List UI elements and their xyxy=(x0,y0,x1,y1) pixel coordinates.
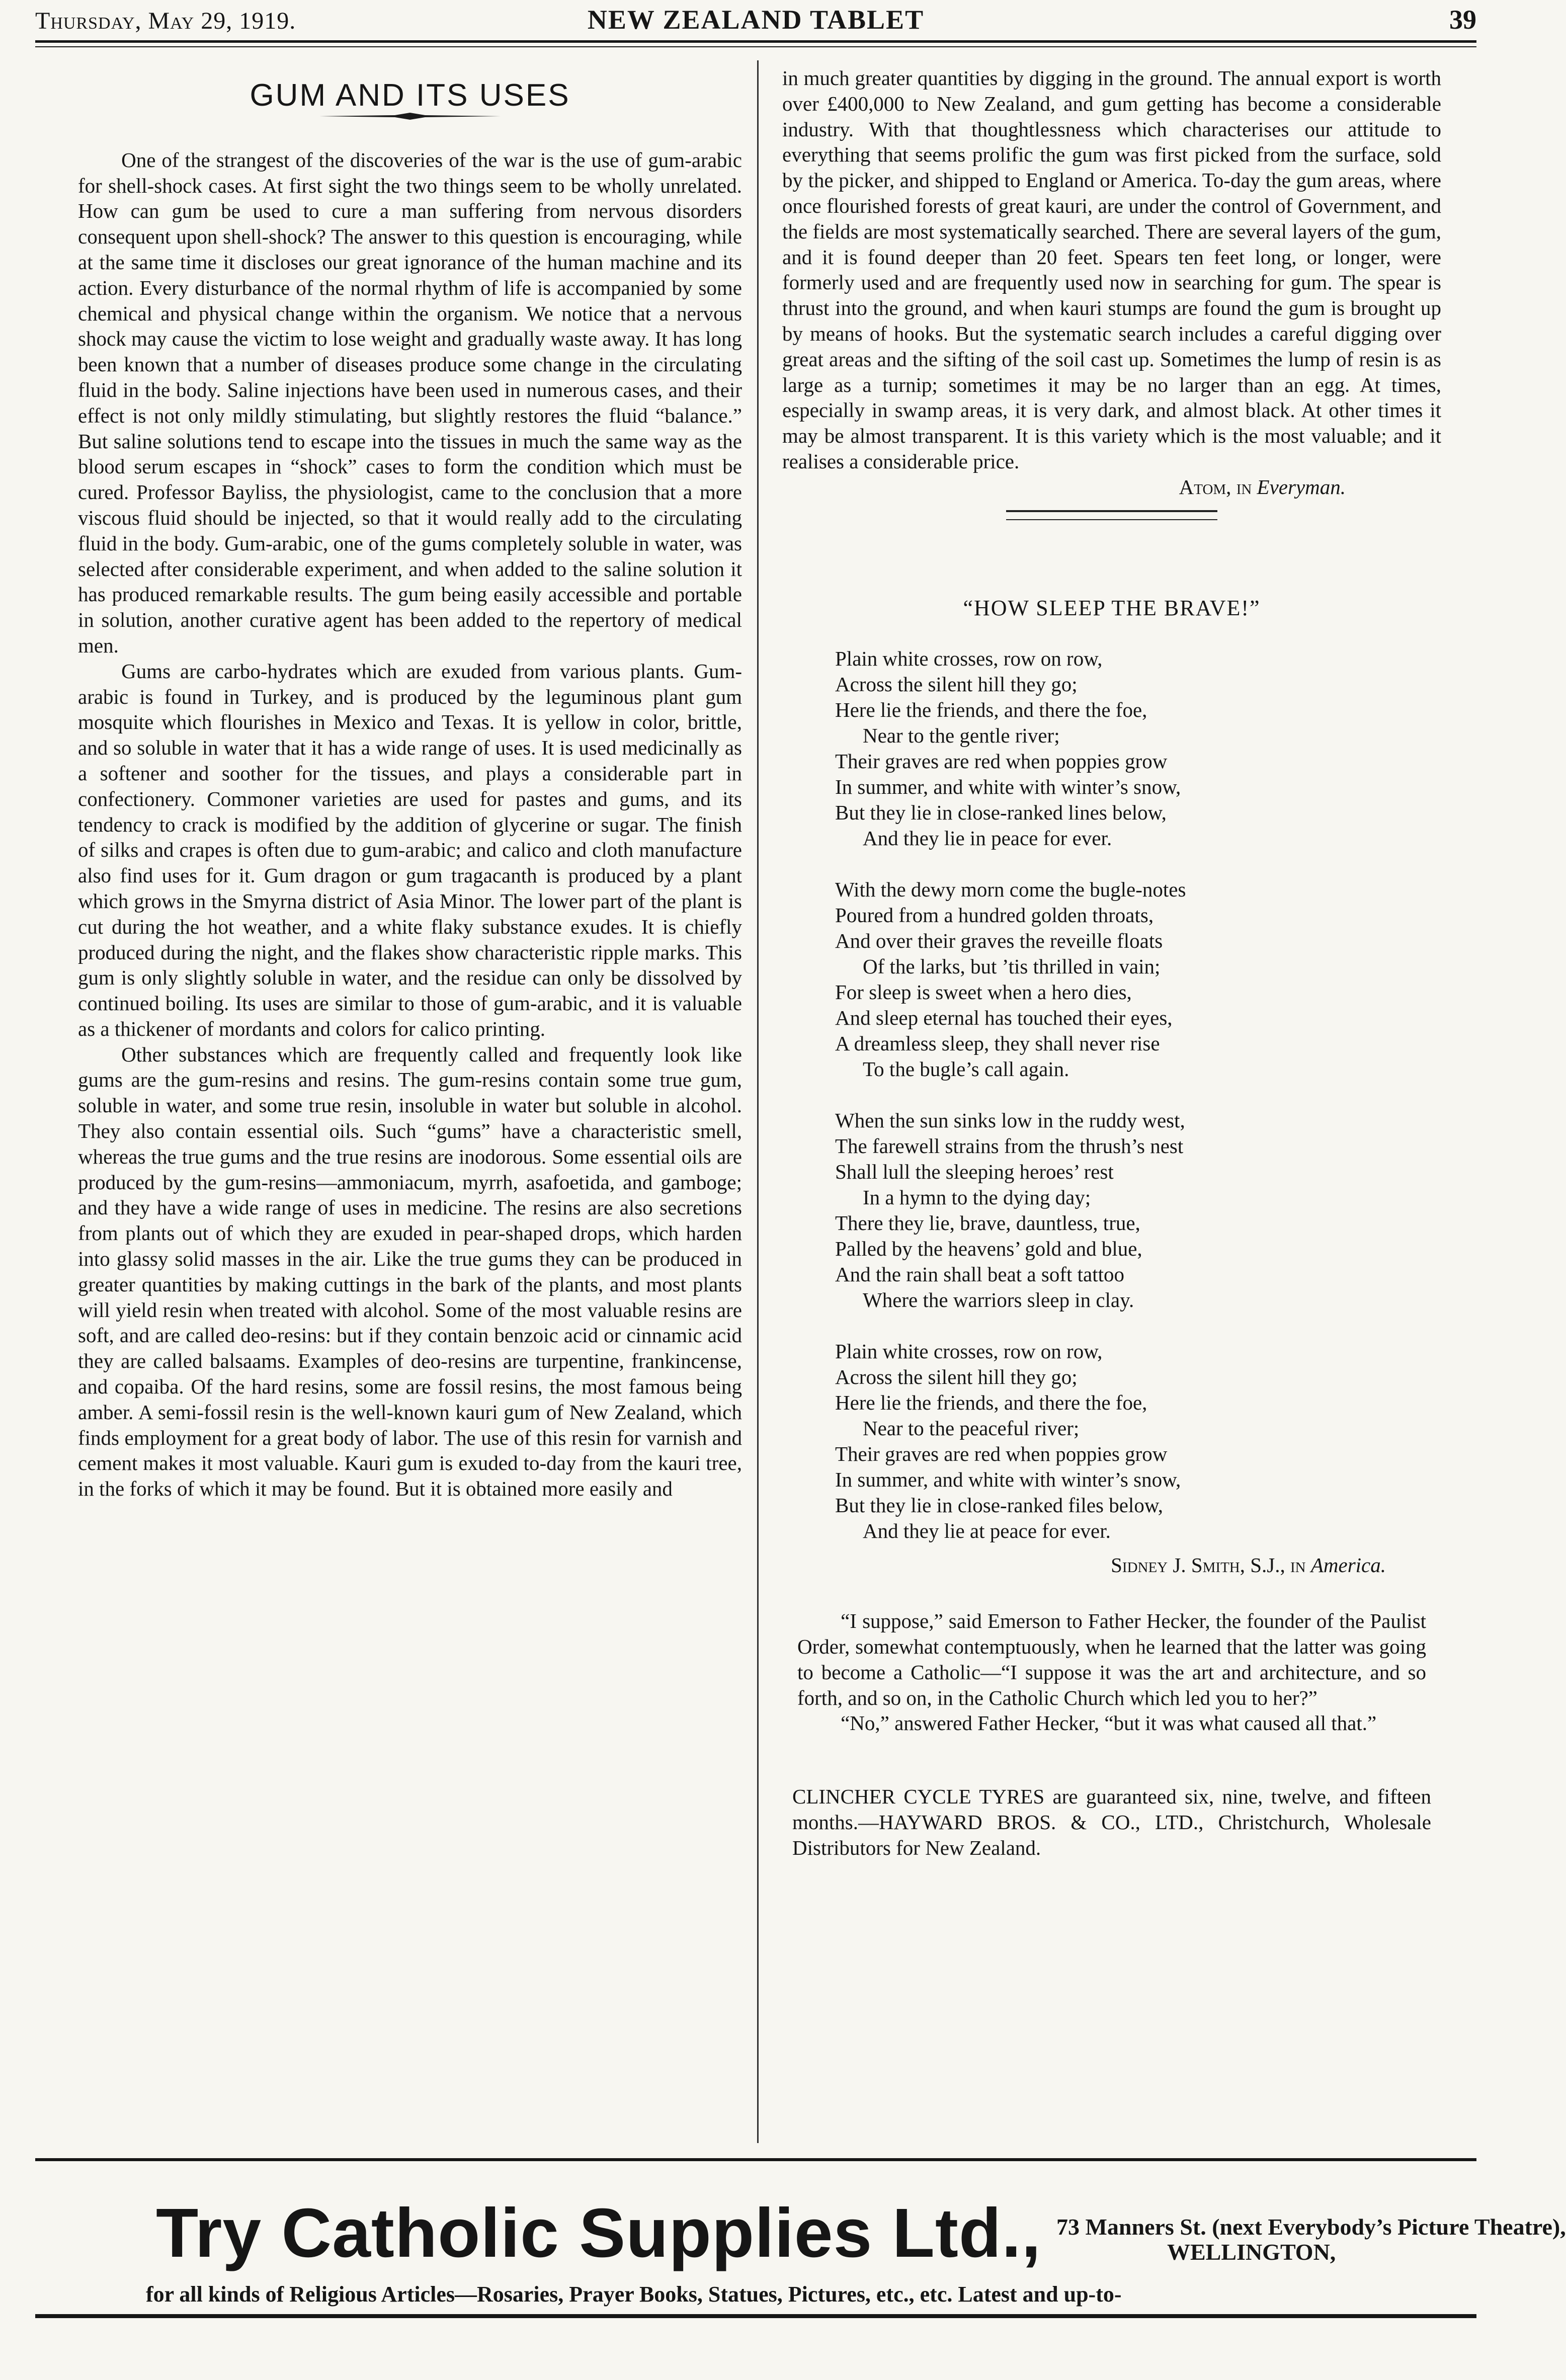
poem-line: With the dewy morn come the bugle-notes xyxy=(835,878,1186,901)
poem-line: There they lie, brave, dauntless, true, xyxy=(835,1211,1140,1235)
poem-line: And they lie at peace for ever. xyxy=(863,1519,1111,1543)
poem-credit-author: Sidney J. Smith, S.J., xyxy=(1111,1553,1285,1577)
poem-line: The farewell strains from the thrush’s nest xyxy=(835,1134,1184,1158)
poem-body xyxy=(782,646,1441,1544)
poem-credit-in: in xyxy=(1290,1553,1306,1577)
clincher-text: CLINCHER CYCLE TYRES are guaranteed six, nine, twelve, and fifteen months.—HAYWARD BROS. & CO., LTD., Christchurch, Wholesale Distributors for New Zealand. xyxy=(792,1785,1431,1859)
poem-line: Their graves are red when poppies grow xyxy=(835,750,1168,773)
catholic-supplies-advert xyxy=(35,2178,1566,2344)
poem-line: To the bugle’s call again. xyxy=(863,1057,1069,1081)
poem-line: Across the silent hill they go; xyxy=(835,673,1078,696)
poem-line: When the sun sinks low in the ruddy west, xyxy=(835,1109,1185,1132)
footer-rule-top xyxy=(35,2158,1476,2161)
poem-stanza xyxy=(835,1108,1441,1313)
poem-line: A dreamless sleep, they shall never rise xyxy=(835,1032,1160,1055)
column-divider xyxy=(757,60,759,2143)
article-continuation: in much greater quantities by digging in the ground. The annual export is worth over £400,000 to New Zealand, and gum getting has become a considerable industry. With that thoughtlessness which characterises our attitude to everything that seems prolific the gum was first picked from the surface, sold by the picker, and shipped to England or America. To-day the gum areas, where once flourished forests of great kauri, are under the control of Government, and the fields are most systematically searched. There are several layers of the gum, and it is found deeper than 20 feet. Spears ten feet long, or longer, were formerly used and are frequently used now in searching for gum. The spear is thrust into the ground, and when kauri stumps are found the gum is brought up by means of hooks. But the systematic search includes a careful digging over great areas and the sifting of the soil cast up. Sometimes the lump of resin is as large as a turnip; sometimes it may be no larger than an egg. At times, especially in swamp areas, it is very dark, and almost black. At other times it may be almost transparent. It is this variety which is the most valuable; and it realises a considerable price. xyxy=(782,66,1441,473)
byline-author: Atom, xyxy=(1179,475,1231,499)
advert-tagline: for all kinds of Religious Articles—Rosaries, Prayer Books, Statues, Pictures, etc., etc. Latest and up-to- xyxy=(146,2282,1122,2307)
section-rule xyxy=(1006,510,1217,520)
article-paragraph: Gums are carbo-hydrates which are exuded from various plants. Gum-arabic is found in Turkey, and is produced by the leguminous plant gum mosquite which flourishes in Mexico and Texas. It is yellow in color, brittle, and so soluble in water that it has a wide range of uses. It is used medicinally as a softener and soother for the tissues, and plays a considerable part in confectionery. Commoner varieties are used for pastes and gums, and its tendency to crack is modified by the addition of glycerine or sugar. The finish of silks and crapes is often due to gum-arabic; and calico and cloth manufacture also find uses for it. Gum dragon or gum tragacanth is produced by a plant which grows in the Smyrna district of Asia Minor. The lower part of the plant is cut during the hot weather, and a white flaky substance exudes. It is chiefly produced during the night, and the flakes show characteristic ripple marks. This gum is only slightly soluble in water, and the residue can only be dissolved by continued boiling. Its uses are similar to those of gum-arabic, and it is valuable as a thickener of mordants and colors for calico printing. xyxy=(78,659,742,1040)
poem-line: In a hymn to the dying day; xyxy=(863,1186,1091,1209)
issue-date: Thursday, May 29, 1919. xyxy=(35,8,296,34)
poem-line: Shall lull the sleeping heroes’ rest xyxy=(835,1160,1114,1184)
poem-stanza xyxy=(835,877,1441,1082)
masthead: NEW ZEALAND TABLET xyxy=(587,5,925,35)
poem-line: Of the larks, but ’tis thrilled in vain; xyxy=(863,955,1161,978)
page-header xyxy=(35,4,1476,35)
poem-line: And sleep eternal has touched their eyes, xyxy=(835,1006,1173,1030)
title-ornament xyxy=(319,113,501,120)
poem-title: “HOW SLEEP THE BRAVE!” xyxy=(963,595,1261,620)
header-rule-thin xyxy=(35,46,1476,47)
clincher-advert xyxy=(782,1784,1441,1860)
advert-headline: Try Catholic Supplies Ltd., xyxy=(156,2194,1041,2272)
poem-line: But they lie in close-ranked lines below, xyxy=(835,801,1167,825)
poem-credit xyxy=(782,1552,1441,1578)
article-byline xyxy=(782,474,1441,500)
poem-credit-source: America. xyxy=(1310,1553,1386,1577)
poem-line: For sleep is sweet when a hero dies, xyxy=(835,980,1132,1004)
poem-line: Near to the gentle river; xyxy=(863,724,1060,748)
article-title: GUM AND ITS USES xyxy=(250,78,570,113)
poem-line: And the rain shall beat a soft tattoo xyxy=(835,1263,1124,1286)
anecdote-paragraph: “No,” answered Father Hecker, “but it was what caused all that.” xyxy=(841,1711,1377,1735)
byline-in: in xyxy=(1236,475,1252,499)
page-number: 39 xyxy=(1449,5,1476,35)
poem-line: Poured from a hundred golden throats, xyxy=(835,904,1154,927)
article-paragraph: Other substances which are frequently called and frequently look like gums are the gum-resins and resins. The gum-resins contain some true gum, soluble in water, and some true resin, insoluble in water but soluble in alcohol. They also contain essential oils. Such “gums” have a characteristic smell, whereas the true gums and the true resins are inodorous. Some essential oils are produced by the gum-resins—ammoniacum, myrrh, asafoetida, and gamboge; and they have a wide range of uses in medicine. The resins are also secretions from plants out of which they are exuded in pear-shaped drops, which harden into glassy solid masses in the air. Like the true gums they can be produced in greater quantities by making cuttings in the bark of the plants, and most plants will yield resin when treated with alcohol. Some of the most valuable resins are soft, and are called deo-resins: but if they contain benzoic acid or cinnamic acid they are called balsaams. Examples of deo-resins are turpentine, frankincense, and copaiba. Of the hard resins, some are fossil resins, the most famous being amber. A semi-fossil resin is the well-known kauri gum of New Zealand, which finds employment for a great body of labor. The use of this resin for varnish and cement makes it most valuable. Kauri gum is exuded to-day from the kauri tree, in the forks of which it may be found. But it is obtained more easily and xyxy=(78,1042,742,1501)
poem-line: Near to the peaceful river; xyxy=(863,1417,1080,1440)
poem-line: Where the warriors sleep in clay. xyxy=(863,1288,1134,1312)
advert-address: 73 Manners St. (next Everybody’s Picture Theatre), xyxy=(1056,2214,1566,2240)
left-column xyxy=(78,68,742,1502)
poem-line: And over their graves the reveille floats xyxy=(835,929,1163,953)
anecdote xyxy=(782,1608,1441,1736)
right-column xyxy=(782,65,1441,1861)
poem-line: In summer, and white with winter’s snow, xyxy=(835,1468,1181,1492)
poem-line: In summer, and white with winter’s snow, xyxy=(835,775,1181,799)
header-rule xyxy=(35,40,1476,43)
poem-line: Across the silent hill they go; xyxy=(835,1365,1078,1389)
poem-line: And they lie in peace for ever. xyxy=(863,827,1112,850)
poem-line: Palled by the heavens’ gold and blue, xyxy=(835,1237,1142,1261)
poem-line: Here lie the friends, and there the foe, xyxy=(835,1391,1147,1415)
poem-stanza xyxy=(835,1339,1441,1544)
footer-rule-bottom xyxy=(35,2314,1476,2318)
poem-line: Plain white crosses, row on row, xyxy=(835,647,1103,671)
advert-city: WELLINGTON, xyxy=(1167,2239,1336,2265)
byline-source: Everyman. xyxy=(1257,475,1346,499)
poem-stanza xyxy=(835,646,1441,851)
poem-line: Plain white crosses, row on row, xyxy=(835,1340,1103,1363)
article-paragraph: One of the strangest of the discoveries of the war is the use of gum-arabic for shell-shock cases. At first sight the two things seem to be wholly unrelated. How can gum be used to cure a man suffering from nervous disorders consequent upon shell-shock? The answer to this question is encouraging, while at the same time it discloses our great ignorance of the human machine and its action. Every disturbance of the normal rhythm of life is accompanied by some chemical and physical change within the organism. We notice that a nervous shock may cause the victim to lose weight and gradually waste away. It has long been known that a number of diseases produce some change in the circulating fluid in the body. Saline injections have been used in numerous cases, and their effect is not only mildly stimulating, but slightly restores the fluid “balance.” But saline solutions tend to escape into the tissues in much the same way as the blood serum escapes in “shock” cases to form the condition which must be cured. Professor Bayliss, the physiologist, came to the conclusion that a more viscous fluid should be injected, so that it would really add to the circulating fluid in the body. Gum-arabic, one of the gums completely soluble in water, was selected after considerable experiment, and when added to the saline solution it has produced remarkable results. The gum being easily accessible and portable in solution, another curative agent has been added to the repertory of medical men. xyxy=(78,148,742,657)
poem-line: Their graves are red when poppies grow xyxy=(835,1442,1168,1466)
poem-line: Here lie the friends, and there the foe, xyxy=(835,698,1147,722)
anecdote-paragraph: “I suppose,” said Emerson to Father Hecker, the founder of the Paulist Order, somewhat contemptuously, when he learned that the latter was going to become a Catholic—“I suppose it was the art and architecture, and so forth, and so on, in the Catholic Church which led you to her?” xyxy=(797,1609,1426,1709)
poem-line: But they lie in close-ranked files below, xyxy=(835,1494,1164,1517)
